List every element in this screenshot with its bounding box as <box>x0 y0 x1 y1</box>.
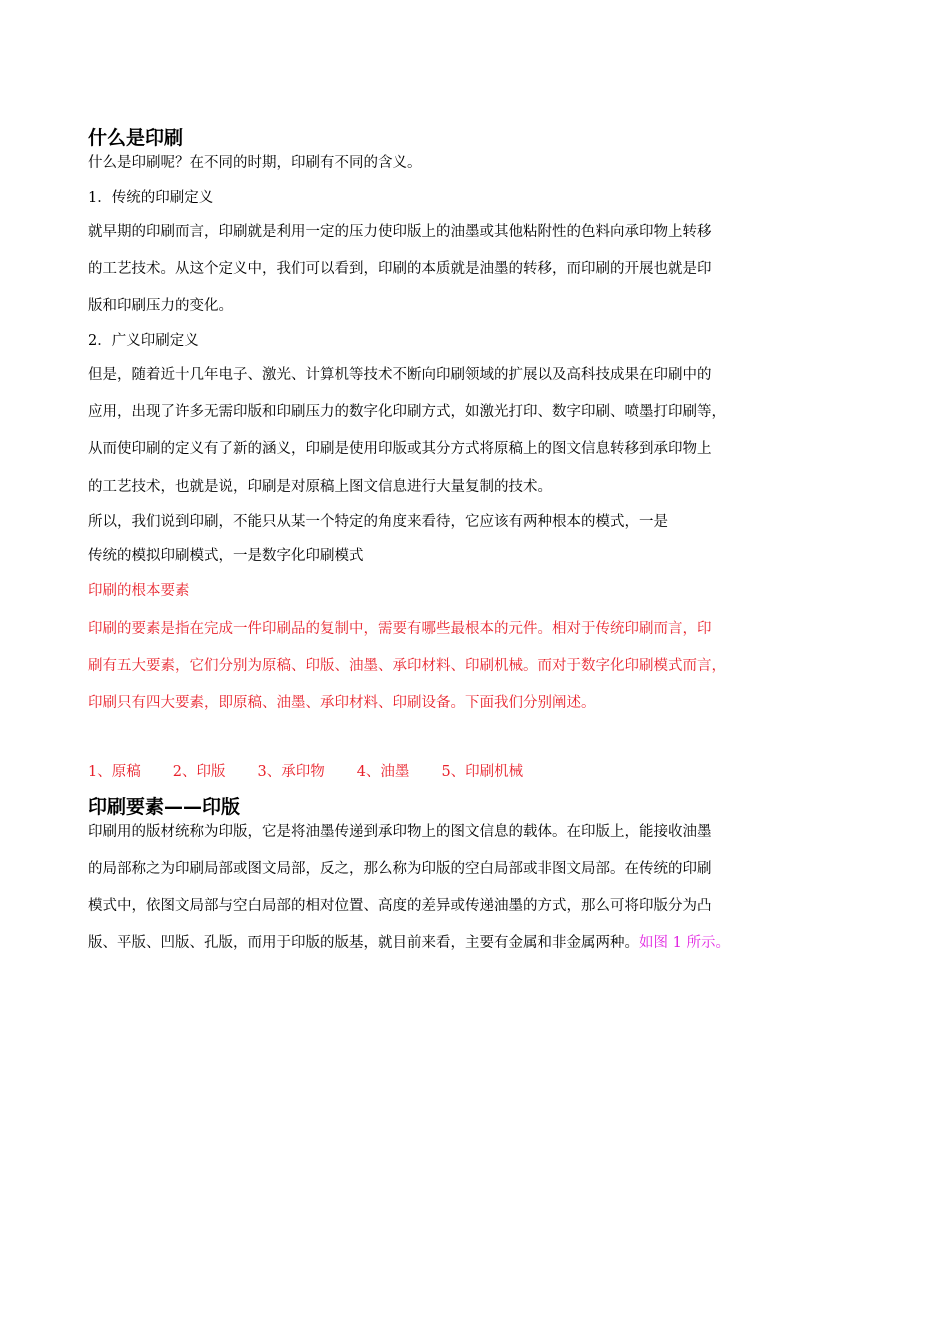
plate-line: 印刷用的版材统称为印版，它是将油墨传递到承印物上的图文信息的载体。在印版上，能接收油墨 <box>88 824 712 840</box>
elements-list <box>88 762 523 782</box>
elements-line: 刷有五大要素，它们分别为原稿、印版、油墨、承印材料、印刷机械。而对于数字化印刷模式而言， <box>88 658 726 674</box>
definition-1-line: 就早期的印刷而言，印刷就是利用一定的压力使印版上的油墨或其他粘附性的色料向承印物上转移 <box>88 224 712 240</box>
section-title-what-is-printing: 什么是印刷 <box>88 127 184 149</box>
definition-2-line: 的工艺技术，也就是说，印刷是对原稿上图文信息进行大量复制的技术。 <box>88 479 552 495</box>
element-item-manuscript: 1、原稿 <box>88 764 141 780</box>
definition-1-line: 的工艺技术。从这个定义中，我们可以看到，印刷的本质就是油墨的转移，而印刷的开展也就是印 <box>88 261 712 277</box>
definition-2-line: 但是，随着近十几年电子、激光、计算机等技术不断向印刷领域的扩展以及高科技成果在印刷中的 <box>88 367 712 383</box>
section-title-printing-plate: 印刷要素——印版 <box>88 796 241 818</box>
definition-2-heading: 2．广义印刷定义 <box>88 333 199 349</box>
conclusion-line: 传统的模拟印刷模式，一是数字化印刷模式 <box>88 548 364 564</box>
plate-last-line-text: 版、平版、凹版、孔版，而用于印版的版基，就目前来看，主要有金属和非金属两种。 <box>88 935 639 951</box>
definition-1-line: 版和印刷压力的变化。 <box>88 298 233 314</box>
plate-line: 的局部称之为印刷局部或图文局部，反之，那么称为印版的空白局部或非图文局部。在传统的印刷 <box>88 861 712 877</box>
element-item-press: 5、印刷机械 <box>441 764 524 780</box>
definition-2-line: 应用，出现了许多无需印版和印刷压力的数字化印刷方式，如激光打印、数字印刷、喷墨打印刷等， <box>88 404 726 420</box>
elements-heading: 印刷的根本要素 <box>88 583 190 599</box>
element-item-substrate: 3、承印物 <box>257 764 325 780</box>
intro-line: 什么是印刷呢？在不同的时期，印刷有不同的含义。 <box>88 155 422 171</box>
element-item-plate: 2、印版 <box>172 764 226 780</box>
element-item-ink: 4、油墨 <box>356 764 410 780</box>
definition-1-heading: 1．传统的印刷定义 <box>88 190 214 206</box>
definition-2-line: 从而使印刷的定义有了新的涵义，印刷是使用印版或其分方式将原稿上的图文信息转移到承印物上 <box>88 441 712 457</box>
elements-line: 印刷的要素是指在完成一件印刷品的复制中，需要有哪些最根本的元件。相对于传统印刷而言，印 <box>88 621 712 637</box>
figure-reference: 如图 1 所示。 <box>639 935 730 951</box>
plate-line: 模式中，依图文局部与空白局部的相对位置、高度的差异或传递油墨的方式，那么可将印版分为凸 <box>88 898 712 914</box>
elements-line: 印刷只有四大要素，即原稿、油墨、承印材料、印刷设备。下面我们分别阐述。 <box>88 695 596 711</box>
conclusion-line: 所以，我们说到印刷，不能只从某一个特定的角度来看待，它应该有两种根本的模式，一是 <box>88 514 668 530</box>
plate-last-line <box>88 933 730 953</box>
